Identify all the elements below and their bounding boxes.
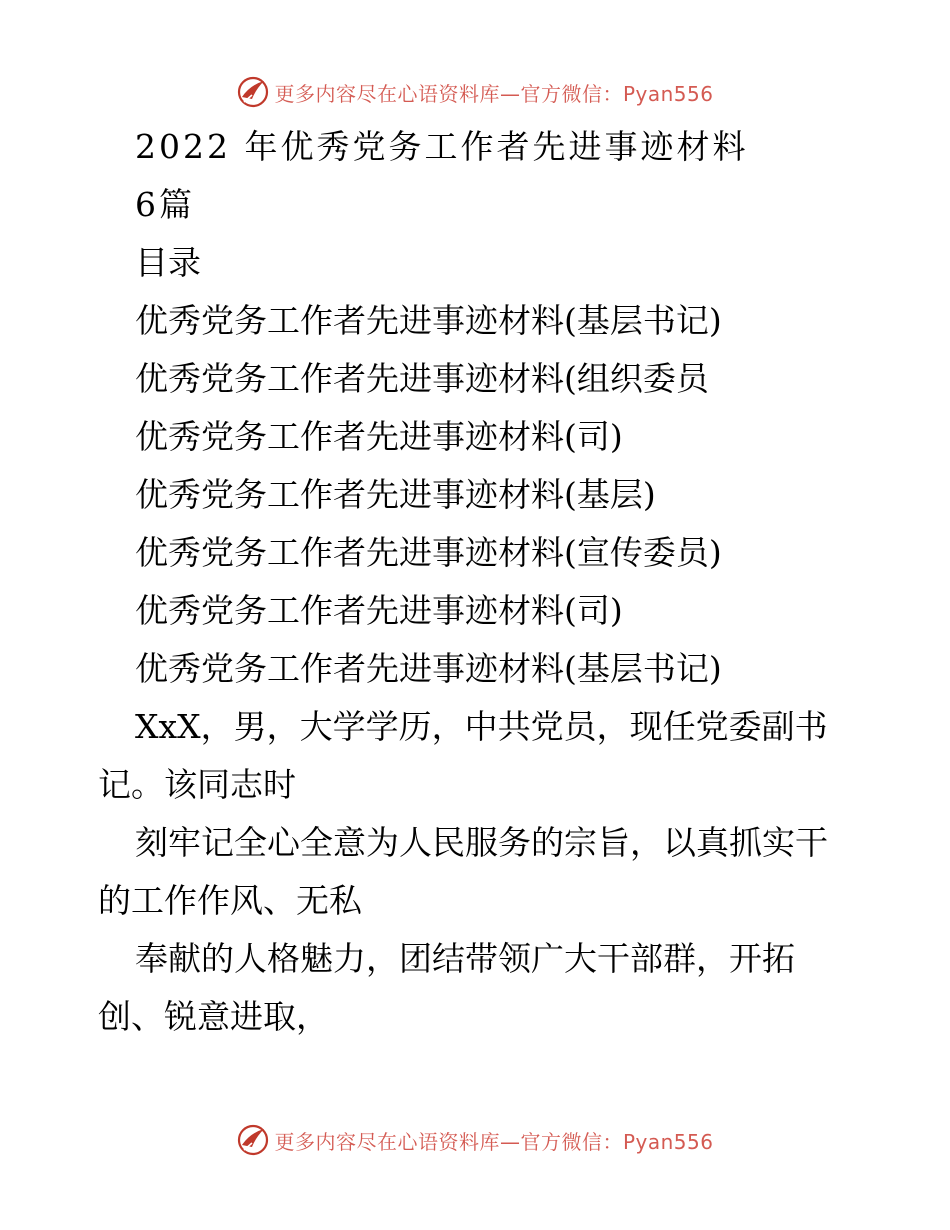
toc-heading: 目录 [135,243,201,282]
toc-item: 优秀党务工作者先进事迹材料(司) [135,417,623,456]
body-paragraph-line: 奉献的人格魅力，团结带领广大干部群，开拓 [135,939,795,978]
body-paragraph-line: 的工作作风、无私 [98,881,362,920]
toc-item: 优秀党务工作者先进事迹材料(宣传委员) [135,533,722,572]
document-body [98,118,858,1046]
toc-item: 优秀党务工作者先进事迹材料(组织委员 [135,359,709,398]
footer-watermark-banner [0,1120,950,1160]
header-banner-text: 更多内容尽在心语资料库—官方微信：Pyan556 [274,81,714,106]
header-watermark-banner [0,72,950,112]
body-paragraph-line: XxX，男，大学学历，中共党员，现任党委副书 [135,707,828,746]
body-paragraph-line: 创、锐意进取， [98,997,329,1036]
document-title-line-2: 6篇 [135,185,195,224]
body-paragraph-line: 记。该同志时 [98,765,296,804]
quill-logo-icon [236,75,270,109]
toc-item: 优秀党务工作者先进事迹材料(基层书记) [135,301,722,340]
section-heading: 优秀党务工作者先进事迹材料(基层书记) [135,649,722,688]
quill-logo-icon [236,1123,270,1157]
document-title-line-1: 2022 年优秀党务工作者先进事迹材料 [135,127,749,166]
toc-item: 优秀党务工作者先进事迹材料(司) [135,591,623,630]
toc-item: 优秀党务工作者先进事迹材料(基层) [135,475,656,514]
body-paragraph-line: 刻牢记全心全意为人民服务的宗旨，以真抓实干 [135,823,828,862]
footer-banner-text: 更多内容尽在心语资料库—官方微信：Pyan556 [274,1129,714,1154]
